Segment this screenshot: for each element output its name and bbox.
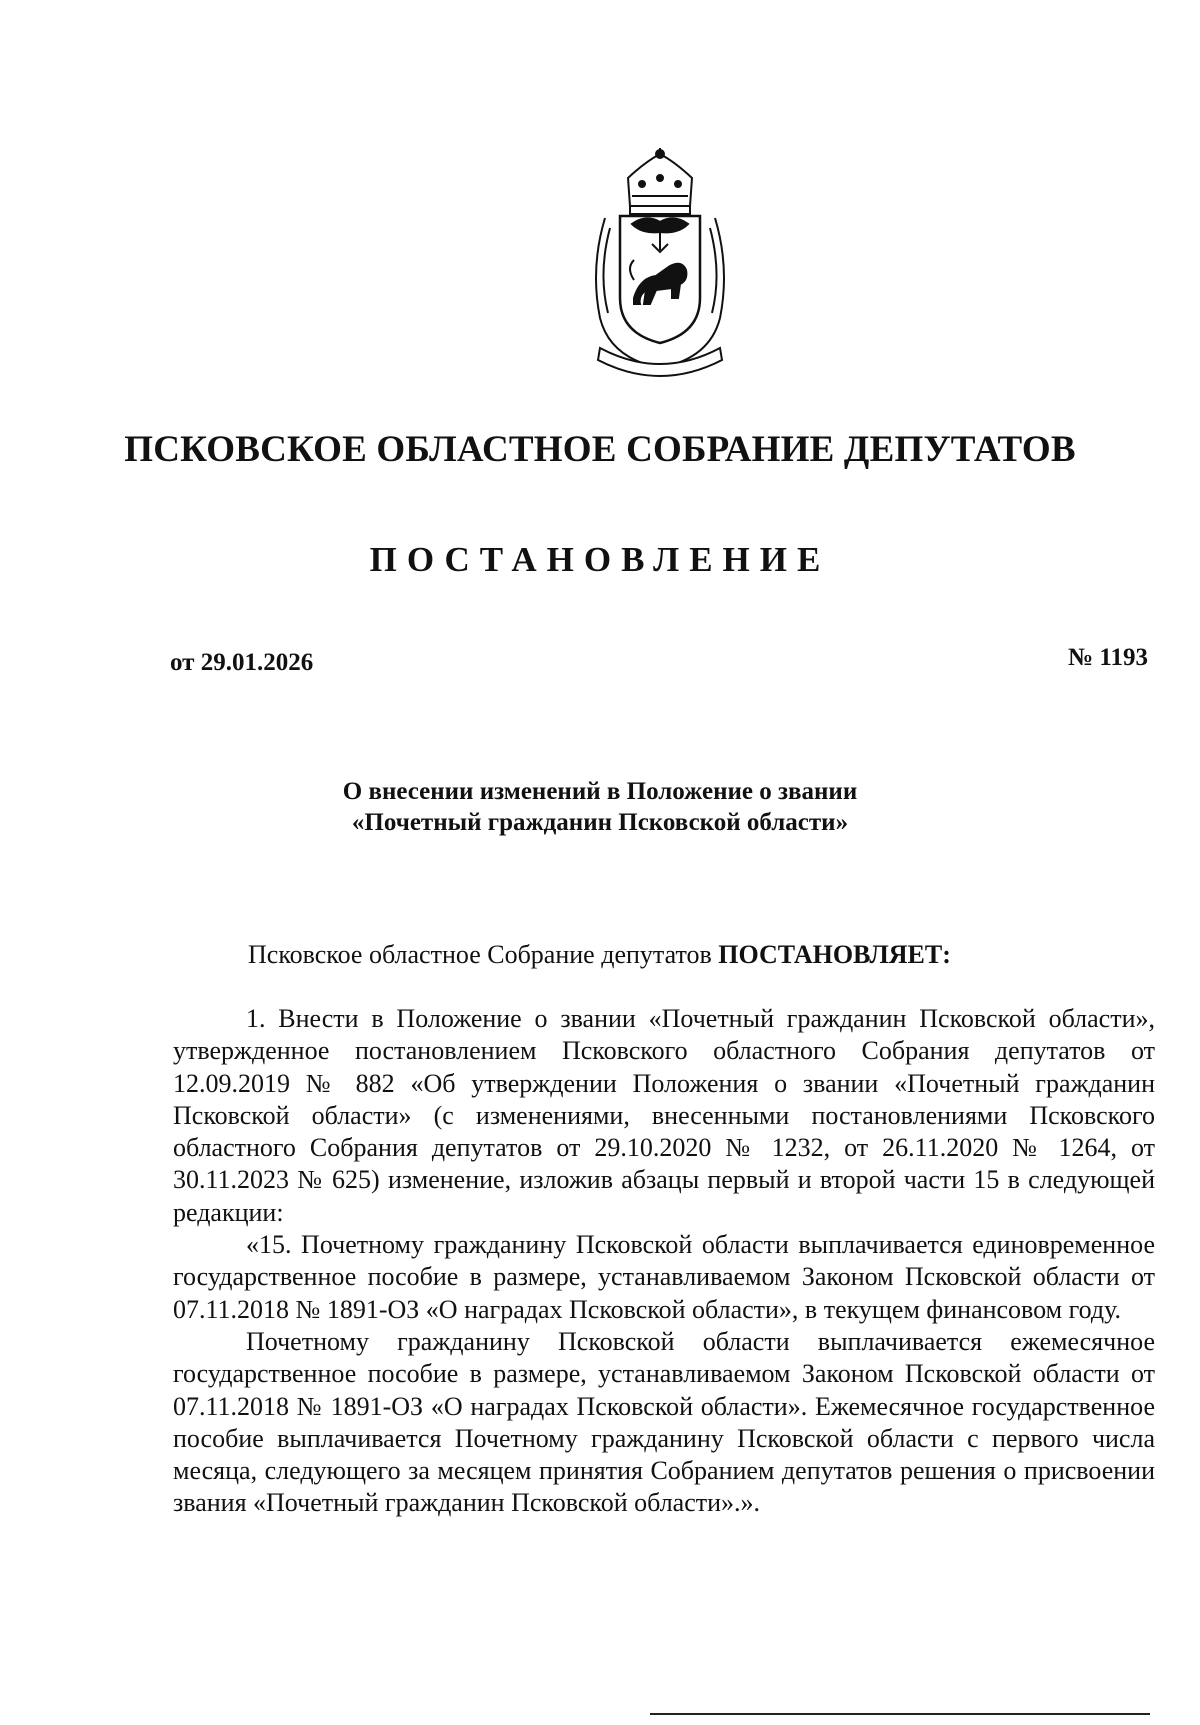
organization-title: ПСКОВСКОЕ ОБЛАСТНОЕ СОБРАНИЕ ДЕПУТАТОВ: [124, 429, 1076, 470]
preamble-verb: ПОСТАНОВЛЯЕТ:: [718, 940, 951, 969]
document-body: [173, 1003, 1155, 1520]
document-subject: [0, 776, 1200, 838]
body-paragraph-1: 1. Внести в Положение о звании «Почетный гражданин Псковской области», утвержденное постановлением Псковского областного Собрания депутатов от 12.09.2019 № 882 «Об утверждении Положения о звании «Почетный гражданин Псковской области» (с изменениями, внесенными постановлениями Псковского областного Собрания депутатов от 29.10.2020 № 1232, от 26.11.2020 № 1264, от 30.11.2023 № 625) изменение, изложив абзацы первый и второй части 15 в следующей редакции:: [173, 1004, 1155, 1227]
preamble: [248, 940, 951, 970]
document-date: от 29.01.2026: [170, 649, 314, 676]
body-paragraph-3: Почетному гражданину Псковской области выплачивается ежемесячное государственное пособие в размере, устанавливаемом Законом Псковской области от 07.11.2018 № 1891-ОЗ «О наградах Псковской области». Ежемесячное государственное пособие выплачивается Почетному гражданину Псковской области с первого числа месяца, следующего за месяцем принятия Собранием депутатов решения о присвоении звания «Почетный гражданин Псковской области».».: [173, 1326, 1155, 1518]
footer-rule: [650, 1713, 1150, 1715]
preamble-text: Псковское областное Собрание депутатов: [248, 940, 719, 969]
document-type-title: ПОСТАНОВЛЕНИЕ: [369, 540, 831, 579]
subject-line-1: О внесении изменений в Положение о звании: [342, 778, 858, 805]
document-number: № 1193: [1068, 644, 1148, 671]
subject-line-2: «Почетный гражданин Псковской области»: [351, 809, 849, 836]
body-paragraph-2: «15. Почетному гражданину Псковской области выплачивается единовременное государственное пособие в размере, устанавливаемом Законом Псковской области от 07.11.2018 № 1891-ОЗ «О наградах Псковской области», в текущем финансовом году.: [173, 1230, 1155, 1324]
coat-of-arms-icon: [560, 148, 760, 388]
